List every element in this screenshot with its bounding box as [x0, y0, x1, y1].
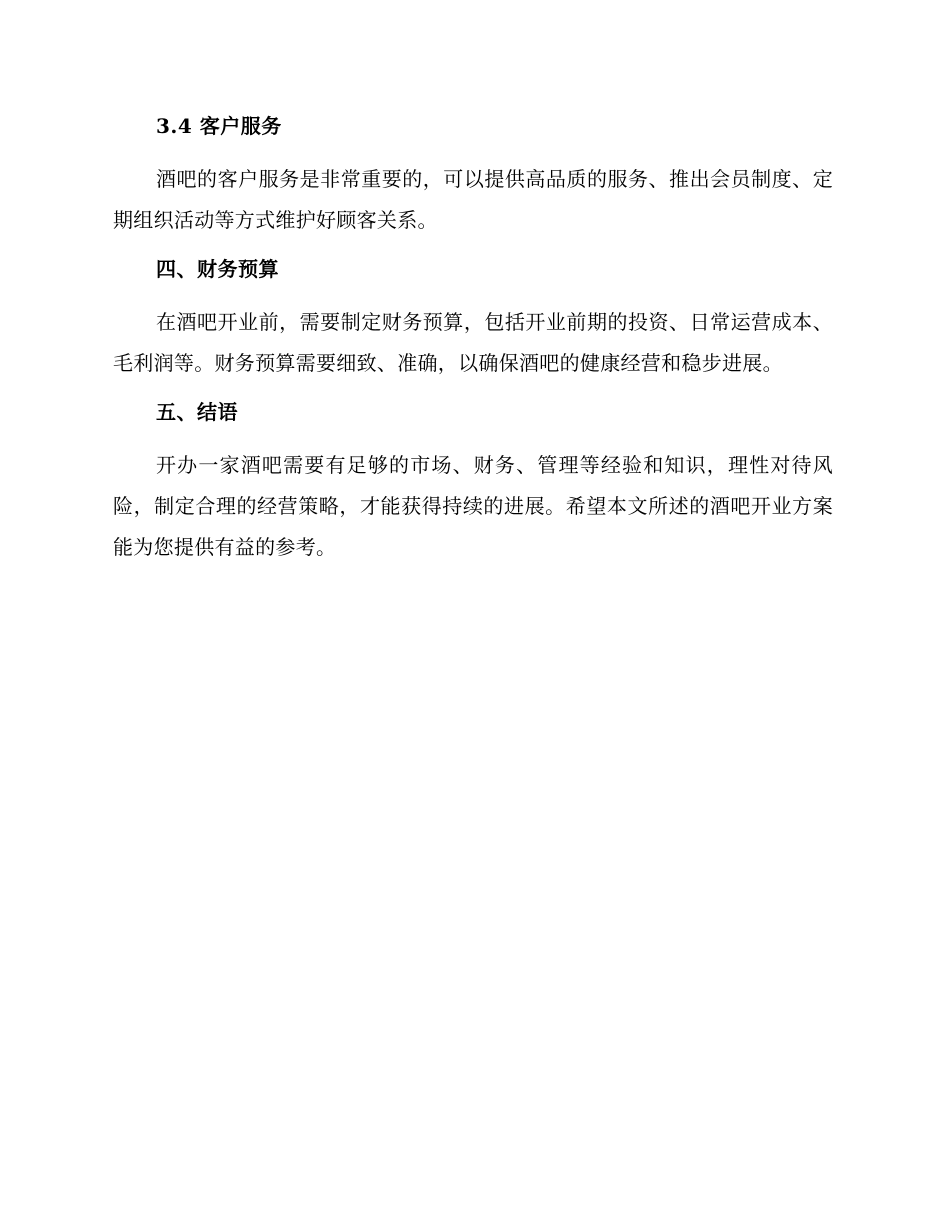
section-heading-customer-service: 3.4 客户服务 — [156, 114, 282, 138]
section-heading-conclusion: 五、结语 — [156, 400, 238, 424]
paragraph-customer-service: 酒吧的客户服务是非常重要的，可以提供高品质的服务、推出会员制度、定期组织活动等方式维护好顾客关系。 — [113, 167, 833, 232]
paragraph-conclusion: 开办一家酒吧需要有足够的市场、财务、管理等经验和知识，理性对待风险，制定合理的经营策略，才能获得持续的进展。希望本文所述的酒吧开业方案能为您提供有益的参考。 — [113, 453, 833, 559]
section-heading-financial-budget: 四、财务预算 — [156, 257, 279, 281]
document-content — [113, 110, 833, 580]
paragraph-financial-budget: 在酒吧开业前，需要制定财务预算，包括开业前期的投资、日常运营成本、毛利润等。财务预算需要细致、准确，以确保酒吧的健康经营和稳步进展。 — [113, 310, 833, 375]
